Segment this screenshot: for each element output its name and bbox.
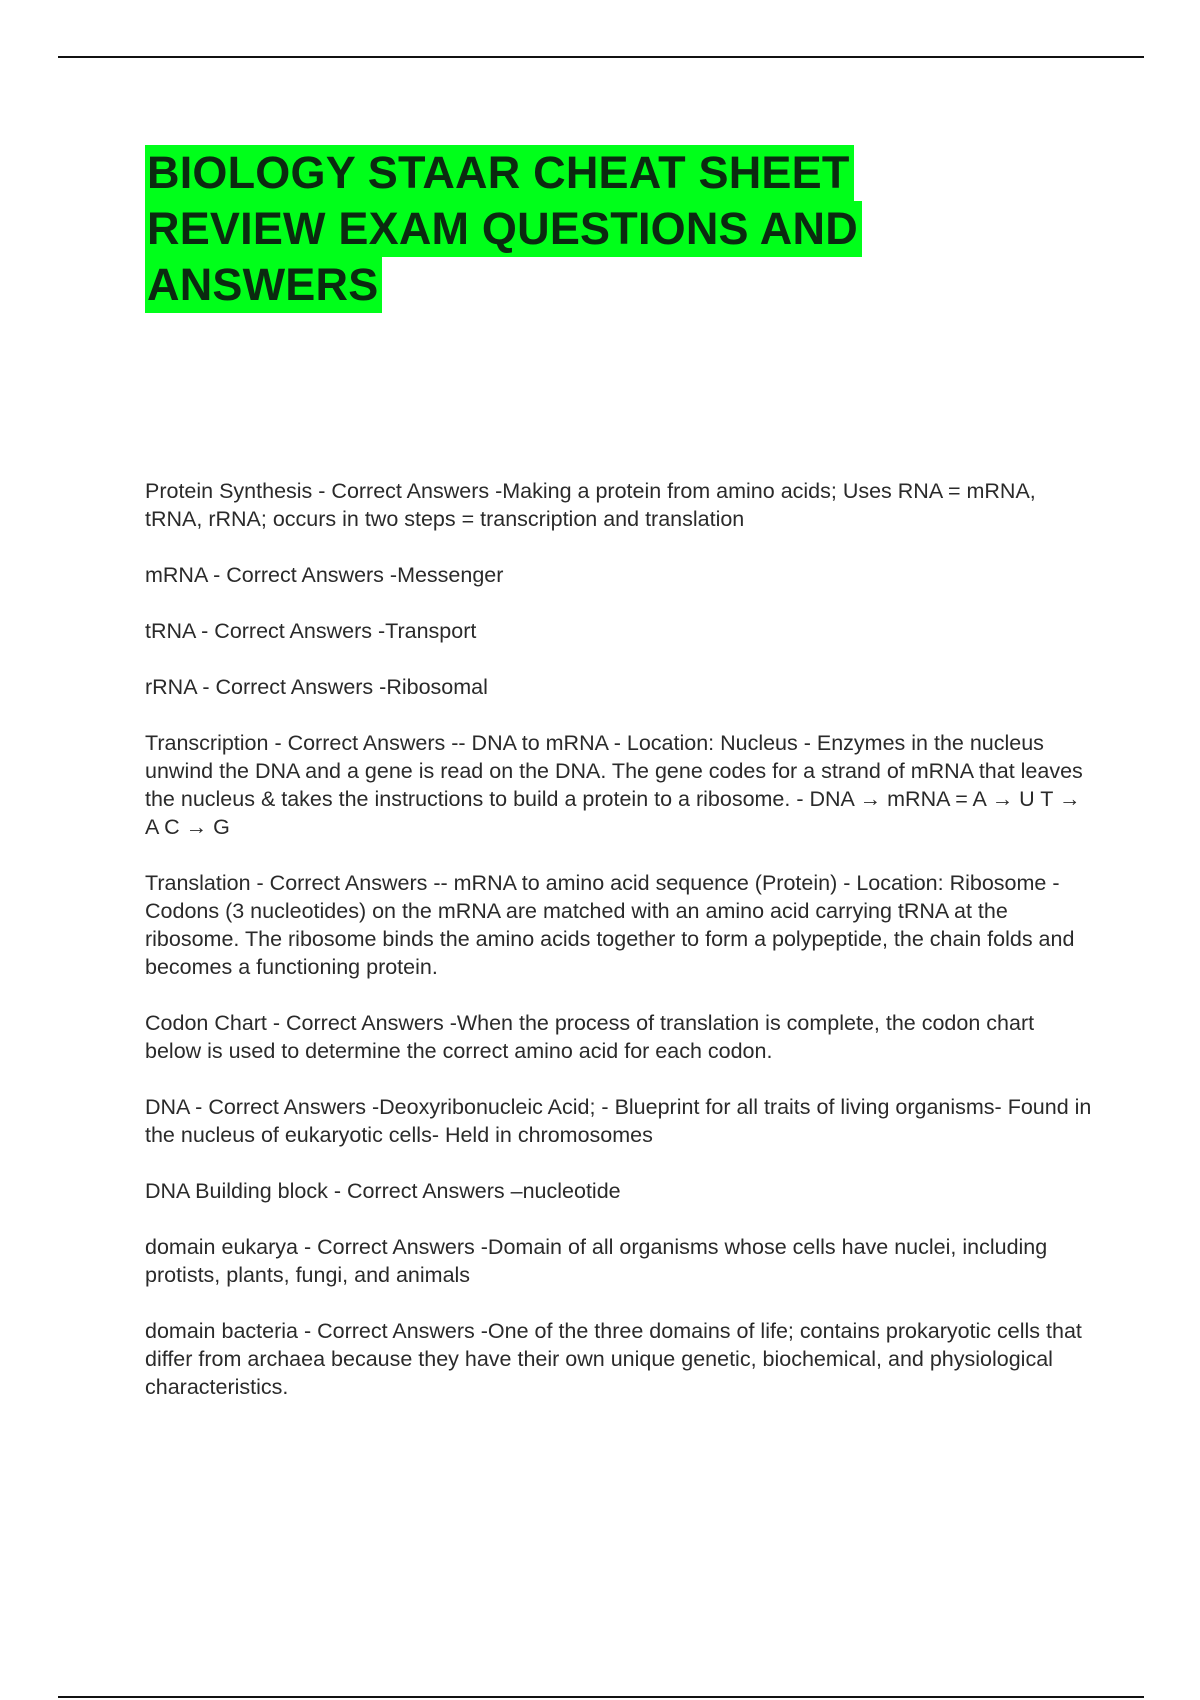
- entry-dna-building-block: DNA Building block - Correct Answers –nucleotide: [145, 1179, 621, 1203]
- entry-protein-synthesis: Protein Synthesis - Correct Answers -Making a protein from amino acids; Uses RNA = mRNA, tRNA, rRNA; occurs in two steps = transcription and translation: [145, 479, 1036, 531]
- title-line-3: ANSWERS: [145, 257, 382, 313]
- title-line-1: BIOLOGY STAAR CHEAT SHEET: [145, 145, 854, 201]
- title-line-2: REVIEW EXAM QUESTIONS AND: [145, 201, 862, 257]
- entry-dna: DNA - Correct Answers -Deoxyribonucleic Acid; - Blueprint for all traits of living organisms- Found in the nucleus of eukaryotic cells- Held in chromosomes: [145, 1095, 1092, 1147]
- qa-entries: [145, 477, 1095, 1429]
- entry-domain-bacteria: domain bacteria - Correct Answers -One of the three domains of life; contains prokaryotic cells that differ from archaea because they have their own unique genetic, biochemical, and physiological characteristics.: [145, 1319, 1082, 1399]
- bottom-rule: [58, 1696, 1144, 1698]
- entry-trna: tRNA - Correct Answers -Transport: [145, 619, 477, 643]
- entry-rrna: rRNA - Correct Answers -Ribosomal: [145, 675, 488, 699]
- entry-mrna: mRNA - Correct Answers -Messenger: [145, 563, 504, 587]
- entry-codon-chart: Codon Chart - Correct Answers -When the process of translation is complete, the codon chart below is used to determine the correct amino acid for each codon.: [145, 1011, 1035, 1063]
- entry-domain-eukarya: domain eukarya - Correct Answers -Domain of all organisms whose cells have nuclei, including protists, plants, fungi, and animals: [145, 1235, 1048, 1287]
- entry-translation: Translation - Correct Answers -- mRNA to amino acid sequence (Protein) - Location: Ribosome - Codons (3 nucleotides) on the mRNA are matched with an amino acid carrying tRNA at the ribosome. The ribosome binds the amino acids together to form a polypeptide, the chain folds and becomes a functioning protein.: [145, 871, 1075, 979]
- top-rule: [58, 56, 1144, 58]
- document-title: [145, 145, 1045, 313]
- entry-transcription: Transcription - Correct Answers -- DNA to mRNA - Location: Nucleus - Enzymes in the nucleus unwind the DNA and a gene is read on the DNA. The gene codes for a strand of mRNA that leaves the nucleus & takes the instructions to build a protein to a ribosome. - DNA → mRNA = A → U T → A C → G: [145, 731, 1083, 839]
